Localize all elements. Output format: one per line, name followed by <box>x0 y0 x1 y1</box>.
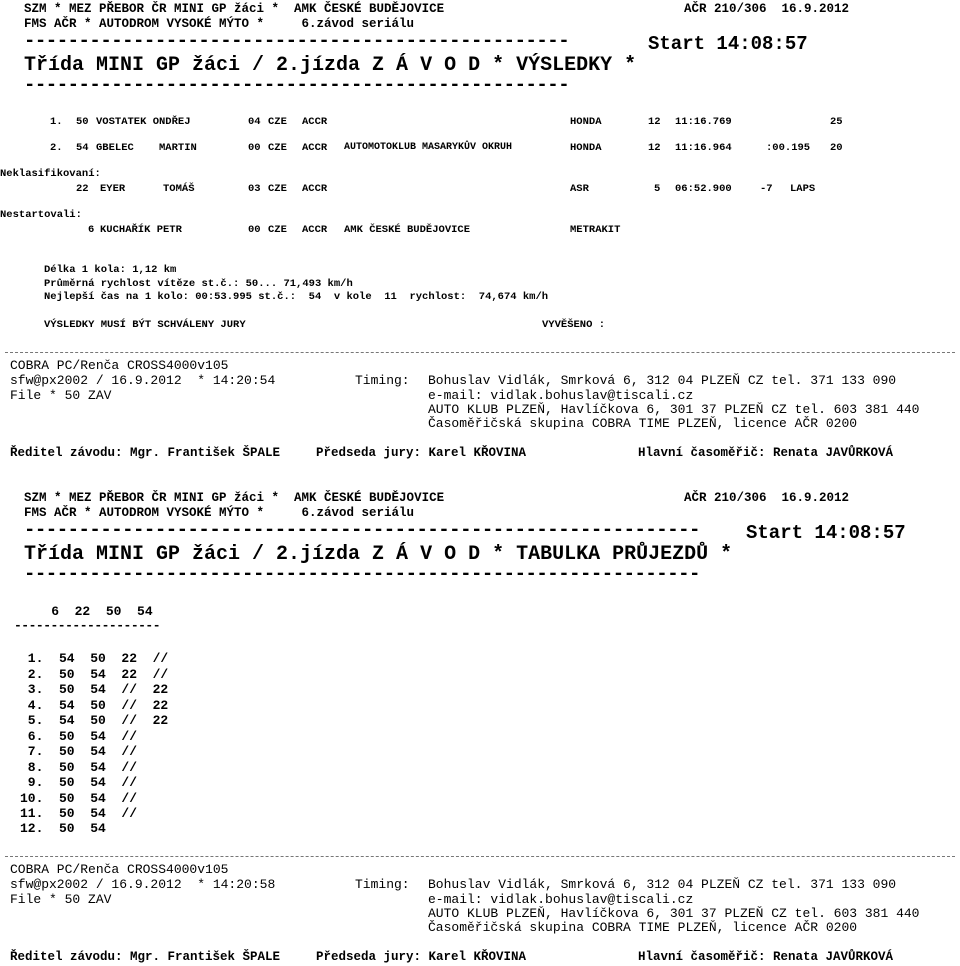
timing-line-2: e-mail: vidlak.bohuslav@tiscali.cz <box>428 388 694 403</box>
event-header-line1: SZM * MEZ PŘEBOR ČR MINI GP žáci * AMK ČESKÉ BUDĚJOVICE <box>24 2 445 16</box>
total-time: 06:52.900 <box>675 183 732 195</box>
motorcycle-make: ASR <box>570 183 589 195</box>
start-time: Start 14:08:57 <box>746 522 906 544</box>
rule-bottom: -------------------------------------------------- <box>24 74 570 96</box>
timing-line-3: AUTO KLUB PLZEŇ, Havlíčkova 6, 301 37 PLZEŇ CZ tel. 603 381 440 <box>428 402 920 417</box>
nationality: CZE <box>268 116 287 128</box>
chief-timekeeper: Hlavní časoměřič: Renata JAVŮRKOVÁ <box>638 446 894 460</box>
lap-row: 11. 50 54 // <box>20 806 138 821</box>
laps: 12 <box>648 142 661 154</box>
event-header-line2: FMS AČR * AUTODROM VYSOKÉ MÝTO * 6.závod seriálu <box>24 506 415 520</box>
class-code: 00 <box>248 142 261 154</box>
file-label: File * 50 ZAV <box>10 892 112 907</box>
rider-name: GBELEC MARTIN <box>96 142 197 154</box>
page-title: Třída MINI GP žáci / 2.jízda Z Á V O D * VÝSLEDKY * <box>24 54 637 77</box>
rider-name: VOSTATEK ONDŘEJ <box>96 116 191 128</box>
motorcycle-make: HONDA <box>570 142 602 154</box>
timing-label: Timing: <box>355 877 410 892</box>
class-code: 03 <box>248 183 261 195</box>
class-code: 04 <box>248 116 261 128</box>
timing-line-2: e-mail: vidlak.bohuslav@tiscali.cz <box>428 892 694 907</box>
rule-top: -------------------------------------------------------------- <box>24 519 700 541</box>
lap-row: 12. 50 54 <box>20 821 106 836</box>
file-label: File * 50 ZAV <box>10 388 112 403</box>
nationality: CZE <box>268 142 287 154</box>
total-time: 11:16.769 <box>675 116 732 128</box>
timing-line-4: Časoměřičská skupina COBRA TIME PLZEŇ, licence AČR 0200 <box>428 920 858 935</box>
event-permit-date: AČR 210/306 16.9.2012 <box>684 491 850 505</box>
lap-row: 5. 54 50 // 22 <box>20 713 169 728</box>
approval-note: VÝSLEDKY MUSÍ BÝT SCHVÁLENY JURY <box>44 319 246 331</box>
jury-president: Předseda jury: Karel KŘOVINA <box>316 446 527 460</box>
club: AMK ČESKÉ BUDĚJOVICE <box>344 224 471 236</box>
dns-label: Nestartovali: <box>0 209 82 221</box>
lap-row: 7. 50 54 // <box>20 744 138 759</box>
timing-line-4: Časoměřičská skupina COBRA TIME PLZEŇ, licence AČR 0200 <box>428 416 858 431</box>
chief-timekeeper: Hlavní časoměřič: Renata JAVŮRKOVÁ <box>638 950 894 964</box>
lap-row: 4. 54 50 // 22 <box>20 698 169 713</box>
software-version: COBRA PC/Renča CROSS4000v105 <box>10 862 229 877</box>
lap-row: 9. 50 54 // <box>20 775 138 790</box>
points: 20 <box>830 142 843 154</box>
software-version: COBRA PC/Renča CROSS4000v105 <box>10 358 229 373</box>
rule-bottom: -------------------------------------------------------------- <box>24 563 700 585</box>
print-timestamp: sfw@px2002 / 16.9.2012 * 14:20:58 <box>10 877 276 892</box>
divider <box>5 856 955 857</box>
lap-row: 8. 50 54 // <box>20 760 138 775</box>
class-code: 00 <box>248 224 261 236</box>
points: 25 <box>830 116 843 128</box>
unclassified-label: Neklasifikovaní: <box>0 168 101 180</box>
rider-name: KUCHAŘÍK PETR <box>100 224 182 236</box>
event-header-line2: FMS AČR * AUTODROM VYSOKÉ MÝTO * 6.závod seriálu <box>24 17 415 31</box>
jury-president: Předseda jury: Karel KŘOVINA <box>316 950 527 964</box>
motorcycle-make: METRAKIT <box>570 224 621 236</box>
start-number: 6 <box>88 224 95 236</box>
event-permit-date: AČR 210/306 16.9.2012 <box>684 2 850 16</box>
club: AUTOMOTOKLUB MASARYKŮV OKRUH <box>344 142 513 153</box>
laps-unit: LAPS <box>790 183 816 195</box>
start-number: 22 <box>76 183 89 195</box>
start-number: 50 <box>76 116 89 128</box>
print-timestamp: sfw@px2002 / 16.9.2012 * 14:20:54 <box>10 373 276 388</box>
federation: ACCR <box>302 116 328 128</box>
motorcycle-make: HONDA <box>570 116 602 128</box>
total-time: 11:16.964 <box>675 142 732 154</box>
federation: ACCR <box>302 224 328 236</box>
rule-top: -------------------------------------------------- <box>24 30 570 52</box>
nationality: CZE <box>268 183 287 195</box>
race-director: Ředitel závodu: Mgr. František ŠPALE <box>10 446 281 460</box>
timing-line-1: Bohuslav Vidlák, Smrková 6, 312 04 PLZEŇ CZ tel. 371 133 090 <box>428 877 897 892</box>
lap-row: 10. 50 54 // <box>20 791 138 806</box>
page-title: Třída MINI GP žáci / 2.jízda Z Á V O D * TABULKA PRŮJEZDŮ * <box>24 543 733 566</box>
lap-chart-header: 6 22 50 54 <box>20 604 153 619</box>
timing-line-3: AUTO KLUB PLZEŇ, Havlíčkova 6, 301 37 PLZEŇ CZ tel. 603 381 440 <box>428 906 920 921</box>
time-gap: :00.195 <box>766 142 811 154</box>
lap-length: Délka 1 kola: 1,12 km <box>44 264 177 276</box>
event-header-line1: SZM * MEZ PŘEBOR ČR MINI GP žáci * AMK ČESKÉ BUDĚJOVICE <box>24 491 445 505</box>
position: 2. <box>50 142 63 154</box>
lap-row: 6. 50 54 // <box>20 729 138 744</box>
lap-row: 1. 54 50 22 // <box>20 651 169 666</box>
rider-name: EYER TOMÁŠ <box>100 183 195 195</box>
nationality: CZE <box>268 224 287 236</box>
federation: ACCR <box>302 183 328 195</box>
winner-average-speed: Průměrná rychlost vítěze st.č.: 50... 71,493 km/h <box>44 278 353 290</box>
laps: 5 <box>654 183 661 195</box>
posted-label: VYVĚŠENO : <box>542 319 606 331</box>
laps: 12 <box>648 116 661 128</box>
laps-behind: -7 <box>760 183 773 195</box>
race-director: Ředitel závodu: Mgr. František ŠPALE <box>10 950 281 964</box>
position: 1. <box>50 116 63 128</box>
divider <box>5 352 955 353</box>
timing-line-1: Bohuslav Vidlák, Smrková 6, 312 04 PLZEŇ CZ tel. 371 133 090 <box>428 373 897 388</box>
best-lap: Nejlepší čas na 1 kolo: 00:53.995 st.č.: 54 v kole 11 rychlost: 74,674 km/h <box>44 291 549 303</box>
lap-row: 3. 50 54 // 22 <box>20 682 169 697</box>
lap-chart-rule: -------------------- <box>14 618 161 633</box>
start-time: Start 14:08:57 <box>648 33 808 55</box>
lap-row: 2. 50 54 22 // <box>20 667 169 682</box>
timing-label: Timing: <box>355 373 410 388</box>
start-number: 54 <box>76 142 89 154</box>
federation: ACCR <box>302 142 328 154</box>
